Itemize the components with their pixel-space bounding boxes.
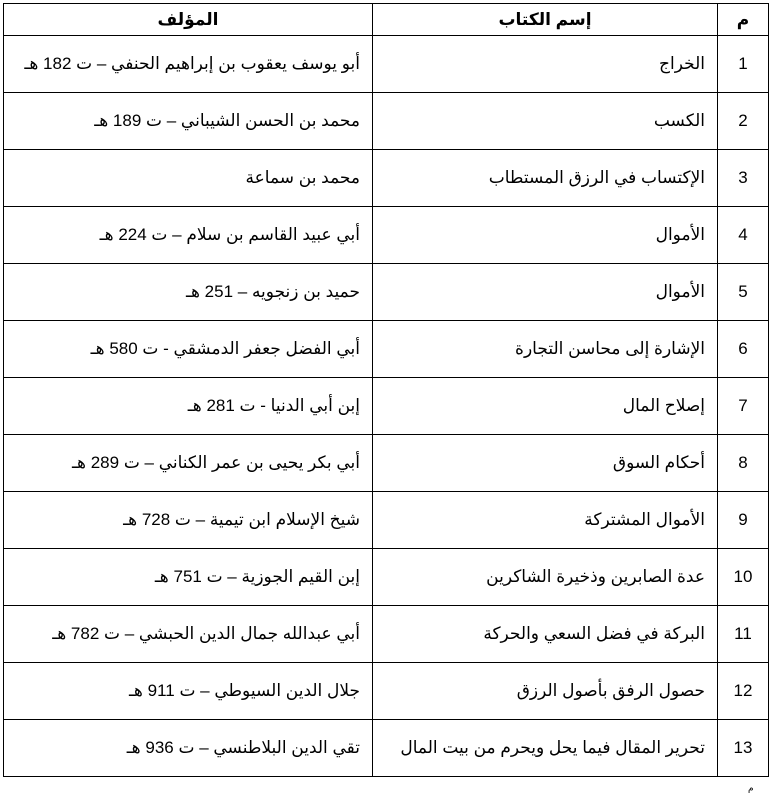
header-number: م [718, 4, 769, 36]
row-number: 1 [718, 36, 769, 93]
book-title: تحرير المقال فيما يحل ويحرم من بيت المال [373, 720, 718, 777]
row-number: 12 [718, 663, 769, 720]
footer-mark: م [748, 783, 754, 793]
table-row [4, 36, 769, 93]
book-author: أبي الفضل جعفر الدمشقي - ت 580 هـ [4, 321, 373, 378]
row-number: 2 [718, 93, 769, 150]
table-row [4, 492, 769, 549]
table-row [4, 378, 769, 435]
table-row [4, 150, 769, 207]
row-number: 8 [718, 435, 769, 492]
book-author: أبي عبيد القاسم بن سلام – ت 224 هـ [4, 207, 373, 264]
table-row [4, 207, 769, 264]
book-author: حميد بن زنجويه – 251 هـ [4, 264, 373, 321]
row-number: 5 [718, 264, 769, 321]
book-author: أبي بكر يحيى بن عمر الكناني – ت 289 هـ [4, 435, 373, 492]
row-number: 7 [718, 378, 769, 435]
table-row [4, 663, 769, 720]
header-book-title: إسم الكتاب [373, 4, 718, 36]
book-author: محمد بن الحسن الشيباني – ت 189 هـ [4, 93, 373, 150]
row-number: 13 [718, 720, 769, 777]
header-row [4, 4, 769, 36]
row-number: 3 [718, 150, 769, 207]
book-author: تقي الدين البلاطنسي – ت 936 هـ [4, 720, 373, 777]
book-title: الأموال [373, 207, 718, 264]
table-row [4, 93, 769, 150]
book-author: جلال الدين السيوطي – ت 911 هـ [4, 663, 373, 720]
header-author: المؤلف [4, 4, 373, 36]
book-title: الكسب [373, 93, 718, 150]
table-row [4, 549, 769, 606]
table-row [4, 720, 769, 777]
book-title: الأموال المشتركة [373, 492, 718, 549]
book-title: الخراج [373, 36, 718, 93]
book-title: حصول الرفق بأصول الرزق [373, 663, 718, 720]
row-number: 6 [718, 321, 769, 378]
book-author: محمد بن سماعة [4, 150, 373, 207]
book-title: الإكتساب في الرزق المستطاب [373, 150, 718, 207]
book-author: شيخ الإسلام ابن تيمية – ت 728 هـ [4, 492, 373, 549]
book-title: إصلاح المال [373, 378, 718, 435]
book-author: أبو يوسف يعقوب بن إبراهيم الحنفي – ت 182 هـ [4, 36, 373, 93]
books-table [3, 3, 769, 777]
table-row [4, 264, 769, 321]
table-row [4, 321, 769, 378]
book-title: البركة في فضل السعي والحركة [373, 606, 718, 663]
row-number: 9 [718, 492, 769, 549]
book-title: عدة الصابرين وذخيرة الشاكرين [373, 549, 718, 606]
table-row [4, 606, 769, 663]
table-row [4, 435, 769, 492]
book-title: الإشارة إلى محاسن التجارة [373, 321, 718, 378]
book-author: إبن القيم الجوزية – ت 751 هـ [4, 549, 373, 606]
row-number: 11 [718, 606, 769, 663]
row-number: 4 [718, 207, 769, 264]
book-title: أحكام السوق [373, 435, 718, 492]
book-title: الأموال [373, 264, 718, 321]
book-author: إبن أبي الدنيا - ت 281 هـ [4, 378, 373, 435]
row-number: 10 [718, 549, 769, 606]
book-author: أبي عبدالله جمال الدين الحبشي – ت 782 هـ [4, 606, 373, 663]
